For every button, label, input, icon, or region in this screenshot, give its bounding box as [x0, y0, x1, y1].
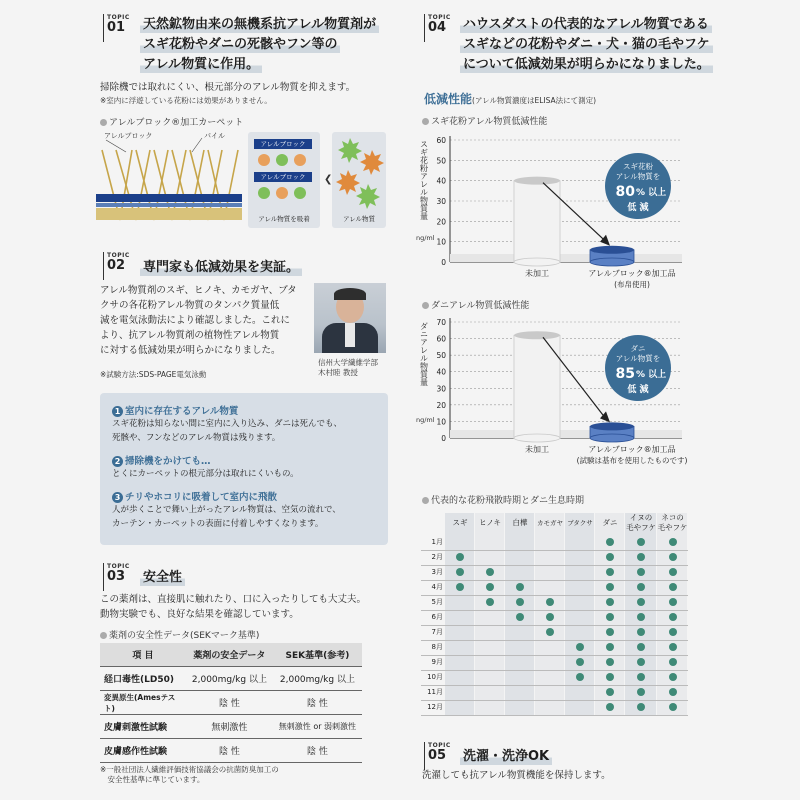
bar-top [590, 422, 634, 430]
topic-02-title [140, 256, 302, 276]
topic-02-body [100, 283, 310, 358]
season-column-header: ブタクサ [567, 519, 593, 527]
month-label: 6月 [431, 613, 443, 621]
season-dot [637, 673, 645, 681]
topic-05-title [460, 745, 552, 765]
table-cell: 陰 性 [273, 691, 362, 715]
info-item-head [112, 403, 382, 417]
table-cell: 皮膚感作性試験 [100, 739, 186, 763]
season-dot [637, 658, 645, 666]
table-cell: 陰 性 [186, 691, 273, 715]
topic-number: 01 [107, 20, 126, 35]
bar-base [514, 258, 560, 266]
season-dot [669, 568, 677, 576]
season-dot [669, 583, 677, 591]
y-tick-label: 20 [436, 217, 446, 227]
y-tick-label: 20 [436, 400, 446, 410]
topic-04-marker [424, 14, 458, 42]
table-header-cell: 項 目 [100, 643, 186, 667]
season-dot [669, 658, 677, 666]
month-label: 11月 [427, 688, 443, 696]
table-cell: 変異原生(Amesテスト) [100, 691, 186, 715]
season-dot [637, 703, 645, 711]
allergen-dot [276, 154, 288, 166]
info-num-badge: 1 [112, 406, 123, 417]
season-dot [606, 673, 614, 681]
bar-base [590, 258, 634, 266]
reduction-title: 低減性能 [424, 92, 473, 106]
info-num-badge: 2 [112, 456, 123, 467]
table-row [100, 667, 362, 691]
caption-line: 木村睦 教授 [318, 368, 358, 377]
body-line: アレル物質剤のスギ、ヒノキ、カモガヤ、ブタ [100, 285, 297, 296]
title-line: ハウスダストの代表的なアレル物質である [460, 16, 712, 33]
season-column-header: スギ [452, 518, 468, 527]
info-item-head [112, 453, 382, 467]
bar-base [514, 434, 560, 442]
season-row [421, 580, 688, 596]
x-tick-sublabel: (布帛使用) [614, 280, 650, 289]
callout-bottom: 低 減 [627, 385, 649, 395]
season-dot [456, 553, 464, 561]
safety-table [100, 643, 362, 763]
season-dot [516, 598, 524, 606]
info-line: とくにカーペットの根元部分は取れにくいもの。 [112, 469, 299, 479]
allergen-dot [258, 187, 270, 199]
season-dot [576, 643, 584, 651]
info-item-head [112, 489, 382, 503]
carpet-diagram-heading-text: アレルブロック®加工カーペット [109, 118, 244, 128]
reduction-subtitle: (アレル物質濃度はELISA法にて測定) [472, 96, 597, 105]
season-dot [606, 598, 614, 606]
bar [514, 177, 560, 266]
season-dot [637, 628, 645, 636]
season-row [421, 535, 688, 551]
table-cell: 2,000mg/kg 以上 [273, 667, 362, 691]
bullet-dot [422, 302, 429, 309]
topic-label: TOPIC [107, 14, 130, 21]
title-line: スギ花粉やダニの死骸やフン等の [140, 36, 340, 53]
allergen-dot [258, 154, 270, 166]
season-dot [606, 613, 614, 621]
table-header-cell: SEK基準(参考) [273, 643, 362, 667]
season-row [421, 700, 688, 716]
y-tick-label: 50 [436, 351, 446, 361]
allergen-dot [294, 187, 306, 199]
title-line: 安全性 [140, 569, 185, 586]
bar-top [590, 246, 634, 254]
x-tick-label: アレルブロック®加工品 [588, 445, 676, 454]
title-line: について低減効果が明らかになりました。 [460, 56, 713, 73]
season-dot [637, 598, 645, 606]
month-label: 5月 [431, 598, 443, 606]
season-dot [456, 568, 464, 576]
season-column-header: 白樺 [512, 518, 528, 527]
y-tick-label: 50 [436, 156, 446, 166]
y-tick-label: 0 [441, 258, 446, 267]
season-dot [546, 628, 554, 636]
table-row [100, 739, 362, 763]
info-item-head-text: 室内に存在するアレル物質 [125, 406, 239, 417]
y-axis-unit: ng/ml [416, 416, 435, 424]
season-column-header: ネコの 毛やフケ [657, 513, 688, 532]
chevron-left-icon: ❮ [324, 174, 333, 185]
topic-label: TOPIC [428, 742, 451, 749]
topic-label: TOPIC [107, 563, 130, 570]
season-dot [669, 688, 677, 696]
season-row [421, 685, 688, 701]
y-tick-label: 60 [436, 334, 446, 344]
season-dot [637, 643, 645, 651]
allerblock-legend [248, 132, 320, 228]
month-label: 7月 [431, 628, 443, 636]
season-row [421, 655, 688, 671]
info-line: 死骸や、フンなどのアレル物質は残ります。 [112, 433, 281, 443]
callout-line: ダニ [630, 344, 646, 353]
body-line: に対する低減効果が明らかになりました。 [100, 345, 281, 356]
season-dot [669, 538, 677, 546]
topic-number: 05 [428, 748, 447, 763]
body-line: より、抗アレル物質剤の植物性アレル物質 [100, 330, 280, 341]
season-dot [486, 583, 494, 591]
topic-label: TOPIC [107, 252, 130, 259]
legend-block-bar: アレルブロック [254, 172, 312, 182]
season-dot [606, 628, 614, 636]
topic-02-marker [103, 252, 137, 280]
season-dot [516, 583, 524, 591]
info-item-head-text: 掃除機をかけても… [125, 456, 211, 467]
topic-05-body: 洗濯しても抗アレル物質機能を保持します。 [422, 770, 611, 781]
season-dot [669, 598, 677, 606]
title-line: アレル物質に作用。 [140, 56, 262, 73]
table-cell: 無刺激性 [186, 715, 273, 739]
bullet-dot [422, 497, 429, 504]
season-heading [422, 493, 584, 506]
y-axis-label: スギ花粉アレル物質量 [419, 140, 429, 220]
info-line: 人が歩くことで舞い上がったアレル物質は、空気の流れで、 [112, 505, 341, 515]
legend-allergen-label: アレル物質 [342, 215, 376, 223]
allergen-burst-icons [332, 132, 386, 212]
month-label: 12月 [427, 703, 443, 711]
season-dot [637, 568, 645, 576]
season-dot [546, 613, 554, 621]
season-row [421, 595, 688, 611]
topic-label: TOPIC [428, 14, 451, 21]
topic-01-body: 掃除機では取れにくい、根元部分のアレル物質を抑えます。 [100, 82, 356, 93]
bar-base [590, 434, 634, 442]
season-title: 代表的な花粉飛散時期とダニ生息時期 [431, 496, 585, 506]
season-row [421, 670, 688, 686]
table-cell: 2,000mg/kg 以上 [186, 667, 273, 691]
season-dot [576, 658, 584, 666]
callout-bottom: 低 減 [627, 203, 649, 213]
table-header-cell: 薬剤の安全データ [186, 643, 273, 667]
callout-percent-suffix: % 以上 [636, 188, 667, 198]
note-line: ※一般社団法人繊維評価技術協議会の抗菌防臭加工の [100, 765, 279, 774]
season-dot [456, 583, 464, 591]
season-dot [637, 688, 645, 696]
month-label: 1月 [431, 538, 443, 546]
floor-band [450, 254, 682, 262]
safety-table-header-row [100, 643, 362, 667]
cedar-allergen-chart [412, 128, 690, 296]
callout-line: スギ花粉 [623, 162, 653, 171]
bar-top [514, 331, 560, 339]
title-line: 天然鉱物由来の無機系抗アレル物質剤が [140, 16, 379, 33]
bar [590, 246, 634, 266]
season-dot [669, 553, 677, 561]
month-label: 3月 [431, 568, 443, 576]
y-tick-label: 40 [436, 176, 446, 186]
chart1-title: スギ花粉アレル物質低減性能 [431, 117, 548, 127]
callout-percent: 85 [615, 366, 635, 382]
y-tick-label: 30 [436, 197, 446, 206]
season-dot [606, 553, 614, 561]
safety-table-heading-text: 薬剤の安全性データ(SEKマーク基準) [109, 631, 260, 641]
carpet-diagram [96, 128, 246, 236]
topic-number: 02 [107, 258, 126, 273]
x-tick-label: 未加工 [525, 445, 549, 454]
season-dot [606, 583, 614, 591]
y-tick-label: 60 [436, 136, 446, 145]
season-dot [576, 673, 584, 681]
season-column-header: カモガヤ [537, 519, 563, 527]
bar [590, 422, 634, 442]
body-line: この薬剤は、直接肌に触れたり、口に入ったりしても大丈夫。 [100, 594, 367, 605]
mite-allergen-chart [412, 310, 690, 472]
season-dot [606, 538, 614, 546]
topic-01-title [140, 13, 400, 73]
season-dot [606, 568, 614, 576]
season-dot [606, 643, 614, 651]
photo-shirt [345, 323, 355, 347]
season-dot [486, 568, 494, 576]
season-grid [421, 513, 688, 715]
note-line: 安全性基準に準じています。 [100, 775, 205, 784]
month-label: 4月 [431, 583, 443, 591]
caption-line: 信州大学繊維学部 [318, 358, 378, 367]
season-dot [606, 658, 614, 666]
season-row [421, 640, 688, 656]
title-line: 洗濯・洗浄OK [460, 748, 552, 765]
allergen-dot [276, 187, 288, 199]
topic-03-marker [103, 563, 137, 591]
topic-04-title [460, 13, 760, 73]
y-tick-label: 10 [436, 417, 446, 427]
bar [514, 331, 560, 442]
x-tick-label: アレルブロック®加工品 [588, 269, 676, 278]
callout-percent: 80 [615, 184, 635, 200]
callout-line: アレル物質を [615, 172, 661, 181]
professor-photo [314, 283, 386, 353]
season-dot [637, 553, 645, 561]
topic-number: 04 [428, 20, 447, 35]
body-line: 動物実験でも、良好な結果を確認しています。 [100, 609, 299, 620]
month-label: 8月 [431, 643, 443, 651]
topic-05-marker [424, 742, 458, 770]
title-line: スギなどの花粉やダニ・犬・猫の毛やフケ [460, 36, 713, 53]
season-dot [669, 673, 677, 681]
topic-02-note: ※試験方法:SDS-PAGE電気泳動 [100, 370, 207, 379]
callout-line: アレル物質を [615, 354, 661, 363]
topic-01-note: ※室内に浮遊している花粉には効果がありません。 [100, 96, 272, 105]
info-line: カーテン・カーペットの表面に付着しやすくなります。 [112, 519, 324, 529]
y-tick-label: 70 [436, 318, 446, 327]
safety-table-heading [100, 628, 259, 641]
floor-band [450, 430, 682, 438]
allergen-info-box [100, 393, 388, 545]
body-line: 減を電気泳動法により確認しました。これに [100, 315, 291, 326]
title-line: 専門家も低減効果を実証。 [140, 259, 302, 276]
chart2-title: ダニアレル物質低減性能 [431, 301, 530, 311]
season-dot [669, 703, 677, 711]
table-cell: 無刺激性 or 弱刺激性 [273, 715, 362, 739]
topic-01-marker [103, 14, 137, 42]
label-allerblock: アレルブロック [104, 132, 153, 140]
season-dot [516, 613, 524, 621]
season-column-header: イヌの 毛やフケ [626, 513, 656, 532]
table-cell: 陰 性 [186, 739, 273, 763]
season-row [421, 625, 688, 641]
body-line: クサの各花粉アレル物質のタンパク質量低 [100, 300, 280, 311]
month-label: 2月 [431, 553, 443, 561]
season-dot [606, 703, 614, 711]
y-tick-label: 0 [441, 434, 446, 443]
topic-03-body [100, 592, 366, 622]
x-tick-sublabel: (試験は基布を使用したものです) [576, 456, 688, 465]
professor-caption [318, 358, 378, 378]
season-dot [606, 688, 614, 696]
y-tick-label: 40 [436, 367, 446, 377]
y-axis-unit: ng/ml [416, 234, 435, 242]
allerblock-layer [96, 194, 242, 202]
season-dot [637, 538, 645, 546]
season-row [421, 565, 688, 581]
topic-number: 03 [107, 569, 126, 584]
info-line: スギ花粉は知らない間に室内に入り込み、ダニは死んでも、 [112, 419, 343, 429]
y-tick-label: 10 [436, 237, 446, 247]
legend-absorb-label: アレル物質を吸着 [258, 215, 310, 223]
info-num-badge: 3 [112, 492, 123, 503]
legend-block-bar: アレルブロック [254, 139, 312, 149]
callout-percent-suffix: % 以上 [636, 370, 667, 380]
topic-03-note [100, 765, 279, 785]
reduction-heading [424, 88, 596, 107]
allergen-dot [294, 154, 306, 166]
y-axis-label: ダニアレル物質量 [419, 322, 429, 386]
bar-top [514, 177, 560, 185]
carpet-diagram-heading [100, 115, 243, 128]
table-cell: 皮膚刺激性試験 [100, 715, 186, 739]
table-row [100, 715, 362, 739]
season-dot [637, 613, 645, 621]
allergen-panel [332, 132, 386, 228]
bullet-dot [100, 119, 107, 126]
info-item-3 [112, 489, 382, 531]
season-column-header: ダニ [602, 518, 618, 527]
month-label: 10月 [427, 673, 443, 681]
photo-hair [334, 288, 366, 300]
reduction-arrowhead [600, 235, 610, 246]
season-dot [637, 583, 645, 591]
info-item-1 [112, 403, 382, 445]
y-tick-label: 30 [436, 384, 446, 394]
season-dot [486, 598, 494, 606]
table-cell: 陰 性 [273, 739, 362, 763]
bullet-dot [422, 118, 429, 125]
month-label: 9月 [431, 658, 443, 666]
table-row [100, 691, 362, 715]
info-item-head-text: チリやホコリに吸着して室内に飛散 [125, 492, 278, 503]
season-row [421, 610, 688, 626]
bullet-dot [100, 632, 107, 639]
season-dot [669, 613, 677, 621]
season-row [421, 550, 688, 566]
label-pile: パイル [204, 132, 225, 140]
table-cell: 経口毒性(LD50) [100, 667, 186, 691]
chart1-heading [422, 114, 547, 127]
season-dot [669, 628, 677, 636]
topic-03-title [140, 566, 185, 586]
season-dot [669, 643, 677, 651]
season-column-header: ヒノキ [478, 518, 502, 527]
x-tick-label: 未加工 [525, 269, 549, 278]
info-item-2 [112, 453, 382, 481]
season-dot [546, 598, 554, 606]
